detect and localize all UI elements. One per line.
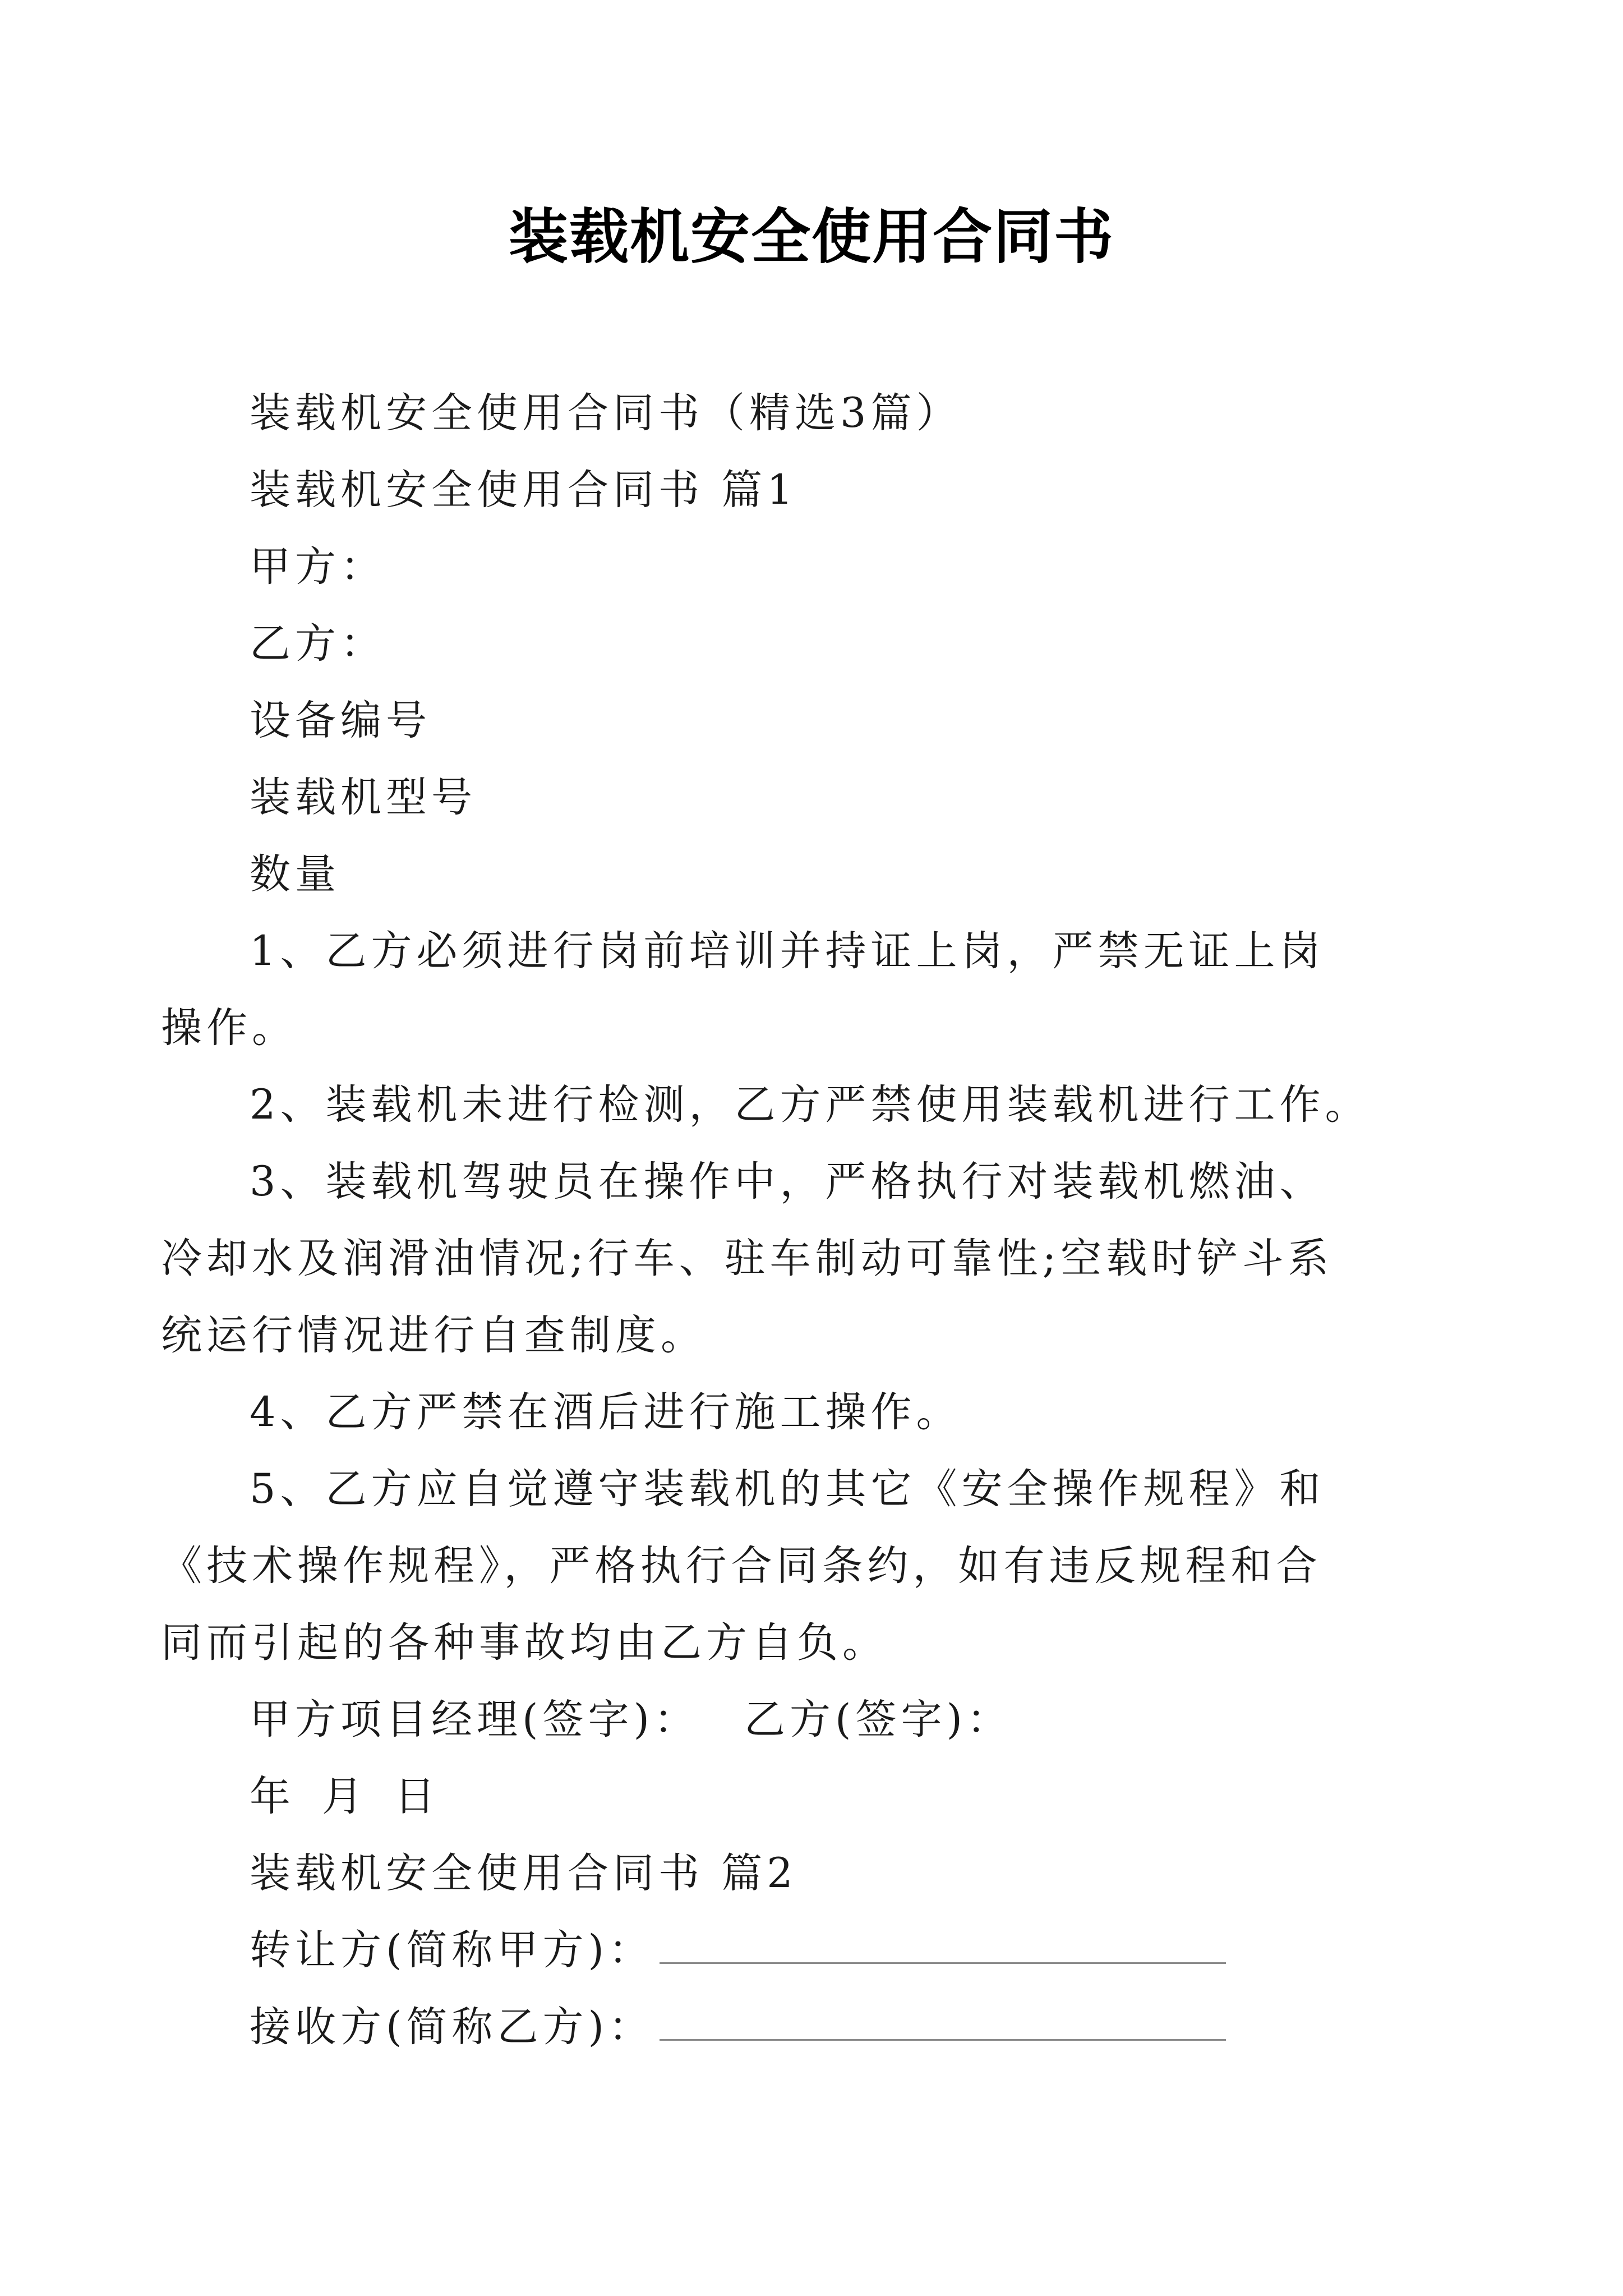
clause-5-line-3: 同而引起的各种事故均由乙方自负。 <box>161 1619 888 1667</box>
date-year: 年 <box>250 1773 295 1820</box>
equipment-number-label: 设备编号 <box>250 697 431 744</box>
receiver-blank-field <box>660 2036 1226 2041</box>
loader-model-label: 装载机型号 <box>250 774 477 821</box>
clause-2: 2、装载机未进行检测，乙方严禁使用装载机进行工作。 <box>250 1081 1371 1129</box>
date-month: 月 <box>322 1773 367 1820</box>
signature-line <box>250 1681 1382 1758</box>
quantity-label: 数量 <box>250 850 340 898</box>
clause-5-line-2: 《技术操作规程》，严格执行合同条约，如有违反规程和合 <box>161 1542 1322 1590</box>
receiver-line <box>250 1989 1382 2065</box>
part2-heading: 装载机安全使用合同书 篇2 <box>250 1849 797 1897</box>
document-subtitle: 装载机安全使用合同书（精选3篇） <box>250 389 962 437</box>
party-b-label: 乙方： <box>250 620 386 668</box>
date-day: 日 <box>394 1773 440 1820</box>
signature-party-b: 乙方(签字)： <box>744 1696 1012 1743</box>
clause-3-line-1: 3、装载机驾驶员在操作中，严格执行对装载机燃油、 <box>250 1158 1325 1205</box>
signature-party-a: 甲方项目经理(签字)： <box>250 1696 699 1743</box>
part1-heading: 装载机安全使用合同书 篇1 <box>250 466 797 514</box>
clause-4: 4、乙方严禁在酒后进行施工操作。 <box>250 1388 962 1436</box>
clause-5-line-1: 5、乙方应自觉遵守装载机的其它《安全操作规程》和 <box>250 1465 1325 1513</box>
document-title: 装载机安全使用合同书 <box>509 201 1114 272</box>
clause-1-line-1: 1、乙方必须进行岗前培训并持证上岗，严禁无证上岗 <box>250 927 1325 975</box>
transferor-blank-field <box>660 1959 1226 1964</box>
clause-1-line-2: 操作。 <box>161 1004 297 1052</box>
receiver-label: 接收方(简称乙方)： <box>250 2003 654 2051</box>
document-body <box>161 375 1382 2065</box>
clause-3-line-2: 冷却水及润滑油情况;行车、驻车制动可靠性;空载时铲斗系 <box>161 1235 1334 1282</box>
clause-3-line-3: 统运行情况进行自查制度。 <box>161 1312 706 1359</box>
transferor-label: 转让方(简称甲方)： <box>250 1926 654 1974</box>
transferor-line <box>250 1912 1382 1989</box>
date-line <box>250 1758 1382 1835</box>
party-a-label: 甲方： <box>250 543 386 591</box>
